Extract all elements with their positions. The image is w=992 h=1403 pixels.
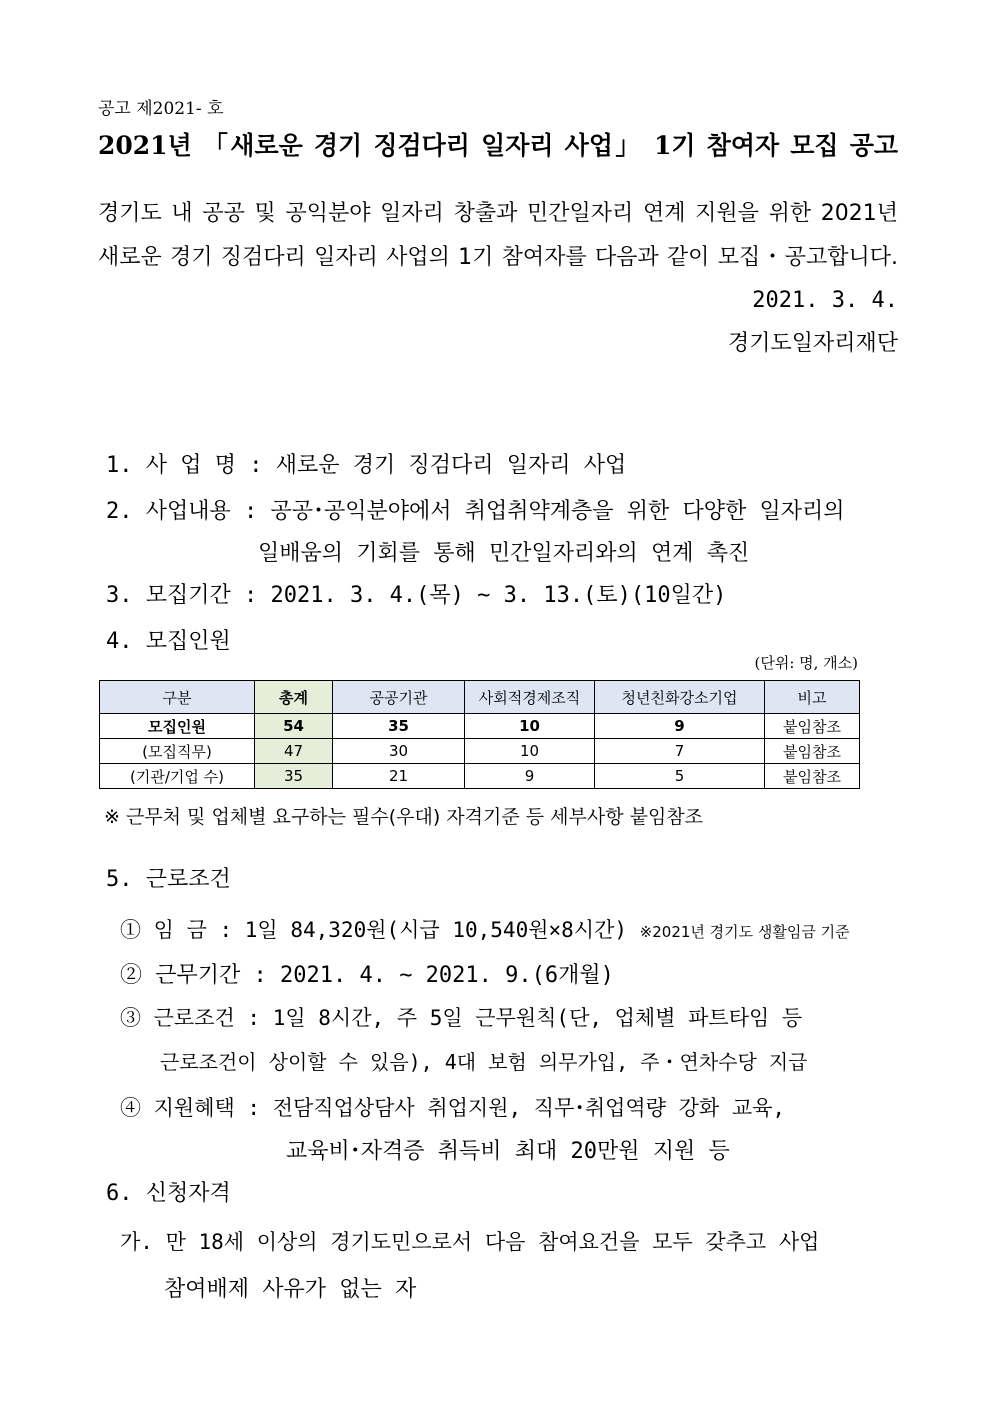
intro-line-1: 경기도 내 공공 및 공익분야 일자리 창출과 민간일자리 연계 지원을 위한 2021년 <box>98 201 898 226</box>
table-row <box>100 739 860 764</box>
page-title: 2021년 「새로운 경기 징검다리 일자리 사업」 1기 참여자 모집 공고 <box>98 131 898 160</box>
table-cell: 47 <box>255 739 333 764</box>
header-public: 공공기관 <box>333 681 465 714</box>
header-category: 구분 <box>100 681 255 714</box>
recruitment-table <box>99 680 860 789</box>
section-6-eligibility: 6. 신청자격 <box>106 1181 231 1206</box>
table-cell: (기관/기업 수) <box>100 764 255 789</box>
table-note: ※ 근무처 및 업체별 요구하는 필수(우대) 자격기준 등 세부사항 붙임참조 <box>104 806 704 828</box>
header-total: 총계 <box>255 681 333 714</box>
section-2-content-line-2: 일배움의 기회를 통해 민간일자리와의 연계 촉진 <box>258 541 750 566</box>
intro-line-2: 새로운 경기 징검다리 일자리 사업의 1기 참여자를 다음과 같이 모집・공고합니다. <box>98 245 898 270</box>
section-5-conditions: 5. 근로조건 <box>106 867 231 892</box>
notice-number: 공고 제2021- 호 <box>98 99 224 119</box>
notice-date: 2021. 3. 4. <box>752 288 898 313</box>
table-cell: (모집직무) <box>100 739 255 764</box>
work-period: ② 근무기간 : 2021. 4. ~ 2021. 9.(6개월) <box>120 963 614 988</box>
work-conditions-line-2: 근로조건이 상이할 수 있음), 4대 보험 의무가입, 주・연차수당 지급 <box>160 1050 808 1074</box>
table-cell: 30 <box>333 739 465 764</box>
table-cell: 10 <box>465 714 595 739</box>
section-2-content-line-1: 2. 사업내용 : 공공･공익분야에서 취업취약계층을 위한 다양한 일자리의 <box>106 499 845 524</box>
table-cell: 9 <box>465 764 595 789</box>
table-header-row <box>100 681 860 714</box>
table-row <box>100 714 860 739</box>
wage-text: ① 임 금 : 1일 84,320원(시급 10,540원×8시간) <box>120 918 628 942</box>
table-row <box>100 764 860 789</box>
table-cell: 10 <box>465 739 595 764</box>
eligibility-line-1: 가. 만 18세 이상의 경기도민으로서 다음 참여요건을 모두 갖추고 사업 <box>120 1230 820 1254</box>
section-4-recruitment: 4. 모집인원 <box>106 629 231 654</box>
section-3-period: 3. 모집기간 : 2021. 3. 4.(목) ~ 3. 13.(토)(10일간) <box>106 583 727 608</box>
work-support-line-1: ④ 지원혜택 : 전담직업상담사 취업지원, 직무･취업역량 강화 교육, <box>120 1096 786 1120</box>
table-cell: 21 <box>333 764 465 789</box>
table-cell: 35 <box>333 714 465 739</box>
table-cell: 붙임참조 <box>765 764 860 789</box>
table-cell: 붙임참조 <box>765 739 860 764</box>
work-support-line-2: 교육비･자격증 취득비 최대 20만원 지원 등 <box>286 1139 730 1164</box>
table-cell: 모집인원 <box>100 714 255 739</box>
table-cell: 5 <box>595 764 765 789</box>
work-conditions-line-1: ③ 근로조건 : 1일 8시간, 주 5일 근무원칙(단, 업체별 파트타임 등 <box>120 1006 803 1030</box>
table-cell: 붙임참조 <box>765 714 860 739</box>
eligibility-line-2: 참여배제 사유가 없는 자 <box>164 1277 417 1302</box>
section-1-project-name: 1. 사 업 명 : 새로운 경기 징검다리 일자리 사업 <box>106 453 627 478</box>
header-social: 사회적경제조직 <box>465 681 595 714</box>
table-cell: 35 <box>255 764 333 789</box>
table-cell: 54 <box>255 714 333 739</box>
table-cell: 9 <box>595 714 765 739</box>
work-wage <box>120 914 850 944</box>
organization-name: 경기도일자리재단 <box>727 331 898 356</box>
wage-note: ※2021년 경기도 생활임금 기준 <box>639 923 850 941</box>
header-remarks: 비고 <box>765 681 860 714</box>
table-unit-label: (단위: 명, 개소) <box>754 654 858 672</box>
header-youth-sme: 청년친화강소기업 <box>595 681 765 714</box>
table-cell: 7 <box>595 739 765 764</box>
